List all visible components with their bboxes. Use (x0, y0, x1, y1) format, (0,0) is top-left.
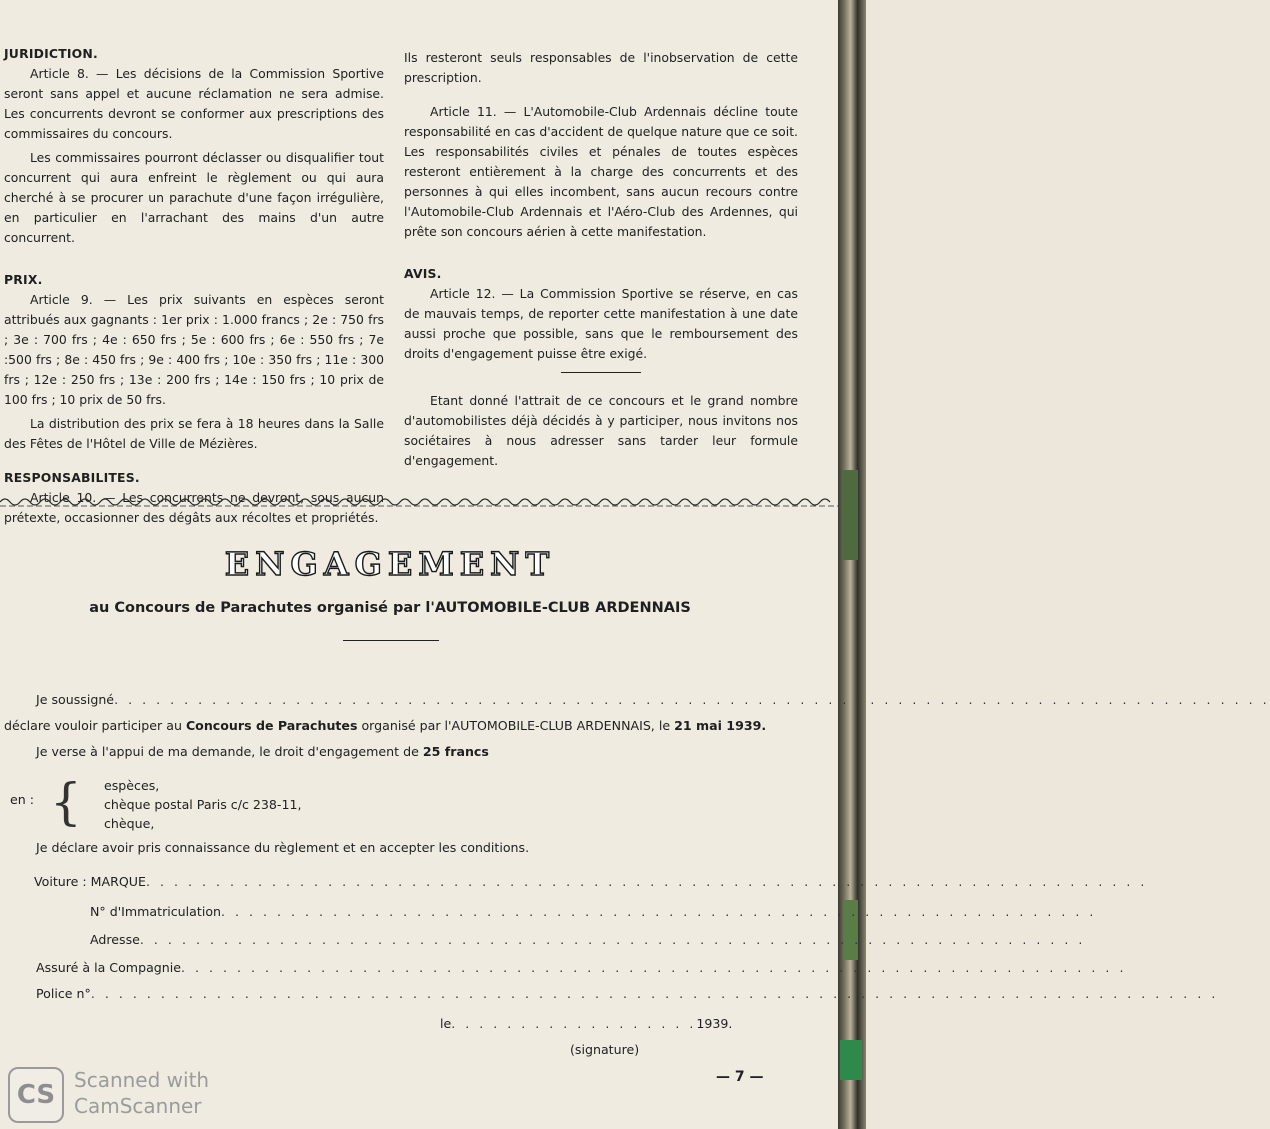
date-le-label: le (440, 1016, 452, 1031)
engagement-subtitle: au Concours de Parachutes organisé par l'AUTOMOBILE-CLUB ARDENNAIS (89, 600, 691, 616)
adresse-line: Adresse. . . . . . . . . . . . . . . . . . . . . . . . . . . . . . . . . . . . . . . . . . . . . . . . . . . . . . . . . . . . . . . . . . . . (90, 932, 1086, 947)
separator-rule (561, 372, 641, 373)
soussigne-label: Je soussigné (36, 692, 115, 707)
article-10: Article 10. — Les concurrents ne devront, sous aucun prétexte, occasionner des dégâts aux récoltes et propriétés. (4, 490, 384, 525)
assure-label: Assuré à la Compagnie (36, 960, 182, 975)
date-year: 1939. (696, 1016, 733, 1031)
right-column (404, 48, 798, 471)
fee-amount: 25 francs (422, 744, 489, 759)
avis-heading: AVIS. (404, 266, 442, 281)
concours-name: Concours de Parachutes (185, 718, 358, 733)
immatriculation-label: N° d'Immatriculation (90, 904, 222, 919)
payment-option-cheque: chèque, (104, 816, 155, 831)
assure-line: Assuré à la Compagnie. . . . . . . . . . . . . . . . . . . . . . . . . . . . . . . . . . . . . . . . . . . . . . . . . . . . . . . . . . . . . . . . . . . . (36, 960, 1127, 975)
payment-option-especes: espèces, (104, 778, 160, 793)
article-9-continued: La distribution des prix se fera à 18 heures dans la Salle des Fêtes de l'Hôtel de Ville de Mézières. (4, 416, 384, 451)
article-9: Article 9. — Les prix suivants en espèces seront attribués aux gagnants : 1er prix : 1.000 francs ; 2e : 750 frs ; 3e : 700 frs ; 4e : 650 frs ; 5e : 600 frs ; 6e : 550 frs ; 7e :500 frs ; 8e : 450 frs ; 9e : 400 frs ; 10e : 350 frs ; 11e : 300 frs ; 12e : 250 frs ; 13e : 200 frs ; 14e : 150 frs ; 10 prix de 100 frs ; 10 prix de 50 frs. (4, 292, 384, 407)
declare-text: déclare vouloir participer au (4, 718, 186, 733)
engagement-title: ENGAGEMENT (224, 545, 556, 583)
article-12: Article 12. — La Commission Sportive se réserve, en cas de mauvais temps, de reporter cette manifestation à une date aussi proche que possible, sans que le remboursement des droits d'engagement puisse être exigé. (404, 286, 798, 361)
adresse-label: Adresse (90, 932, 140, 947)
voiture-label: Voiture : MARQUE (34, 874, 146, 889)
payment-option-cheque-postal: chèque postal Paris c/c 238-11, (104, 797, 302, 812)
left-column (4, 44, 384, 528)
page-number: — 7 — (716, 1069, 764, 1085)
brace-symbol: { (50, 773, 82, 831)
title-rule (343, 640, 439, 641)
watermark-text (74, 1067, 274, 1119)
connaissance-line: Je déclare avoir pris connaissance du règlement et en accepter les conditions. (36, 840, 530, 855)
camscanner-logo-icon: CS (8, 1067, 64, 1123)
soussigne-line (36, 692, 1270, 707)
police-label: Police n° (36, 986, 91, 1001)
wavy-divider (0, 495, 838, 509)
immatriculation-line: N° d'Immatriculation. . . . . . . . . . . . . . . . . . . . . . . . . . . . . . . . . . . . . . . . . . . . . . . . . . . . . . . . . . . . . . . (90, 904, 1097, 919)
article-8-continued: Les commissaires pourront déclasser ou disqualifier tout concurrent qui aura enfreint le règlement ou qui aura cherché à se procurer un parachute d'une façon irrégulière, en particulier en l'arrachant des mains d'un autre concurrent. (4, 150, 384, 245)
verse-text: Je verse à l'appui de ma demande, le droit d'engagement de (36, 744, 423, 759)
watermark-line-1: Scanned with (74, 1068, 210, 1092)
juridiction-heading: JURIDICTION. (4, 46, 98, 61)
declare-line (4, 718, 766, 733)
fill-dots: . . . . . . . . . . . . . . . . . . . . . . . . . . . . . . . . . . . . . . . . . . . . . . . . . . . . . . . . . . . . . . . . . . . . . . . . . . . . . . . . . . . (114, 692, 1270, 707)
article-8: Article 8. — Les décisions de la Commission Sportive seront sans appel et aucune réclamation ne sera admise. Les concurrents devront se conformer aux prescriptions des commissaires du concours. (4, 66, 384, 141)
signature-label: (signature) (570, 1042, 640, 1057)
event-date: 21 mai 1939. (674, 718, 767, 733)
date-line: le. . . . . . . . . . . . . . . . . .1939. (440, 1016, 733, 1031)
verse-line (36, 744, 489, 759)
responsabilites-heading: RESPONSABILITES. (4, 470, 140, 485)
article-11: Article 11. — L'Automobile-Club Ardennais décline toute responsabilité en cas d'accident de quelque nature que ce soit. Les responsabilités civiles et pénales de toutes espèces resteront entièrement à la charge des concurrents et des personnes à qui elles incombent, sans aucun recours contre l'Automobile-Club Ardennais et l'Aéro-Club des Ardennes, qui prête son concours aérien à cette manifestation. (404, 104, 798, 239)
voiture-line: Voiture : MARQUE. . . . . . . . . . . . . . . . . . . . . . . . . . . . . . . . . . . . . . . . . . . . . . . . . . . . . . . . . . . . . . . . . . . . . . . . (34, 874, 1148, 889)
declare-text-mid: organisé par l'AUTOMOBILE-CLUB ARDENNAIS, le (357, 718, 675, 733)
police-line: Police n°. . . . . . . . . . . . . . . . . . . . . . . . . . . . . . . . . . . . . . . . . . . . . . . . . . . . . . . . . . . . . . . . . . . . . . . . . . . . . . . . . (36, 986, 1219, 1001)
watermark-line-2: CamScanner (74, 1094, 202, 1118)
closing-paragraph: Etant donné l'attrait de ce concours et le grand nombre d'automobilistes déjà décidés à y participer, nous invitons nos sociétaires à nous adresser sans tarder leur formule d'engagement. (404, 393, 798, 468)
prix-heading: PRIX. (4, 272, 43, 287)
payment-en-label: en : (10, 792, 34, 807)
article-10-continued: Ils resteront seuls responsables de l'inobservation de cette prescription. (404, 50, 798, 85)
